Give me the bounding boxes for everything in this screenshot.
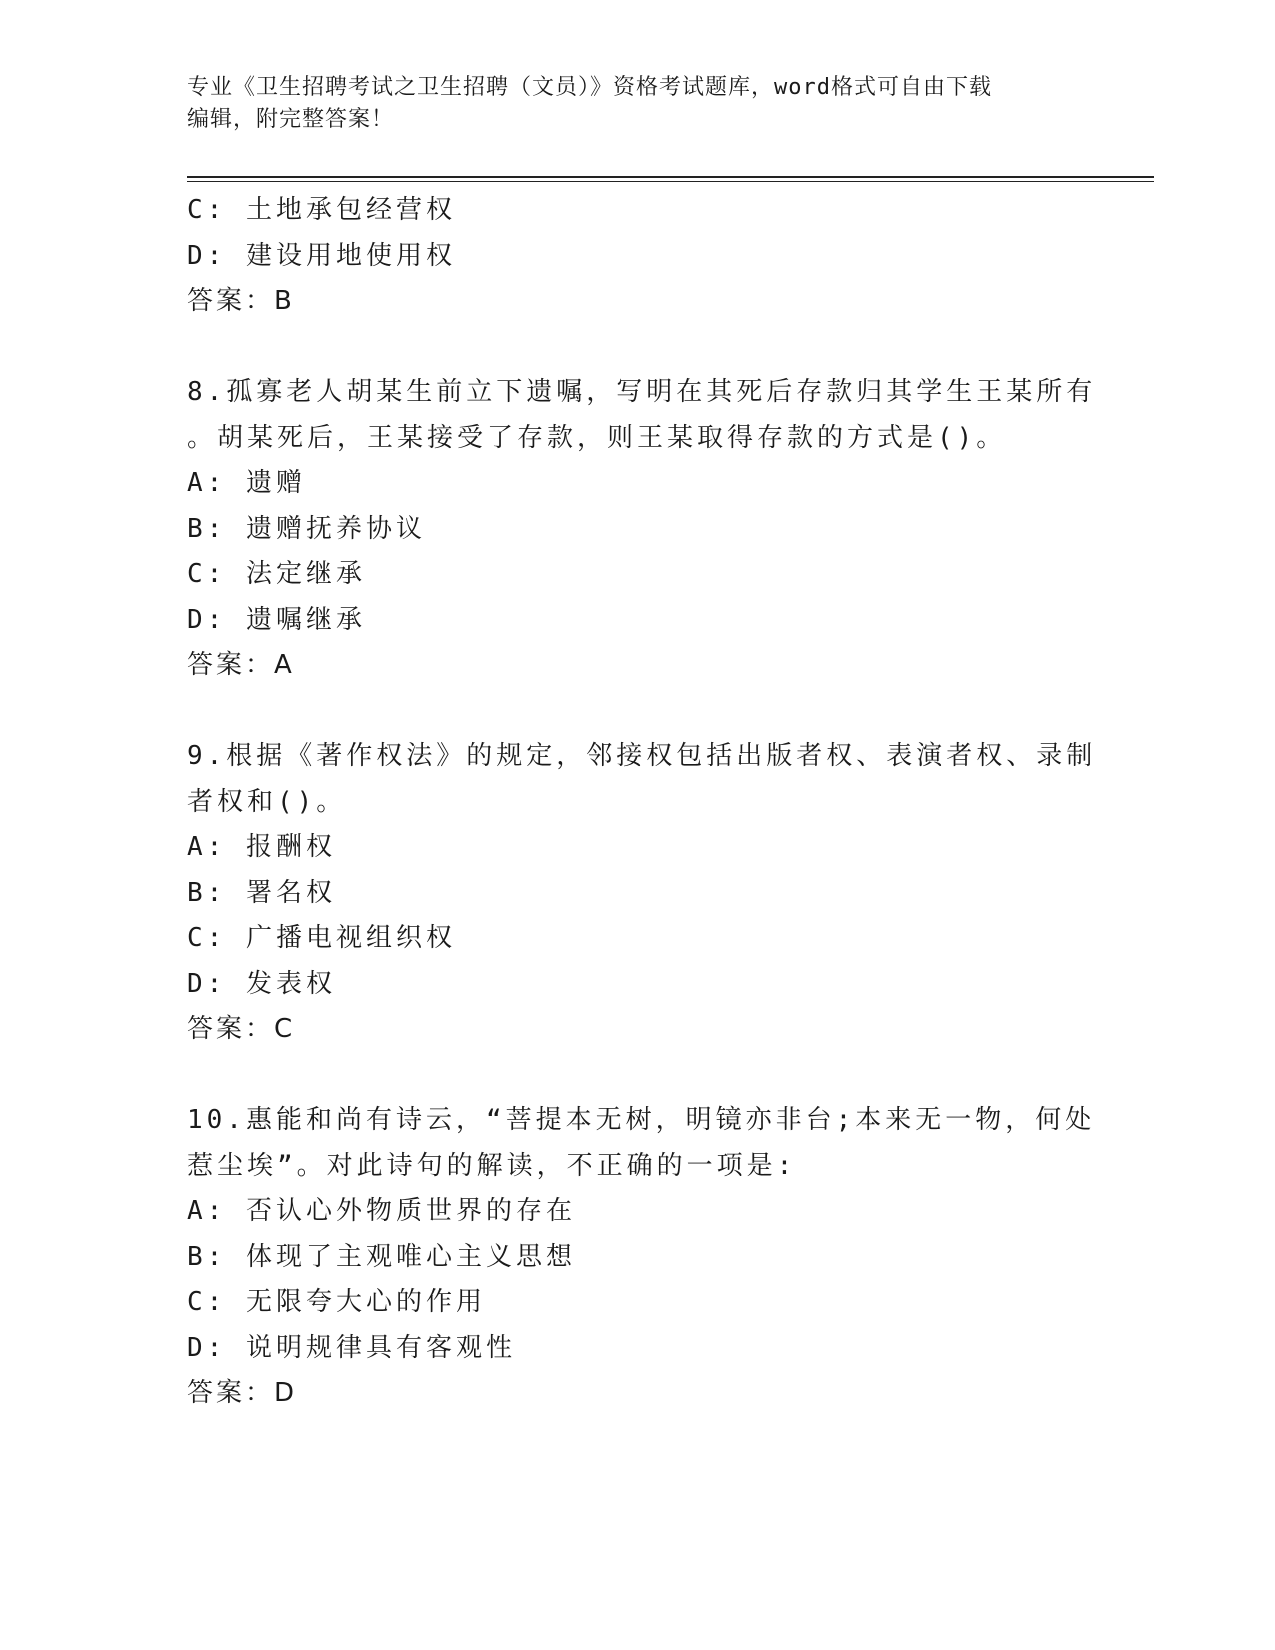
question-list [187, 188, 1097, 1417]
header-divider [187, 176, 1154, 182]
option-b: B: 署名权 [187, 877, 336, 908]
previous-question-tail [187, 188, 1087, 325]
answer-label: 答案：D [187, 1378, 298, 1408]
option-a: A: 遗赠 [187, 468, 306, 498]
option-d: D: 说明规律具有客观性 [187, 1332, 516, 1363]
option-b: B: 遗赠抚养协议 [187, 513, 426, 544]
answer-label: 答案：C [187, 1014, 296, 1044]
option-a: A: 报酬权 [187, 832, 336, 862]
option-d: D: 建设用地使用权 [187, 240, 456, 271]
question-9 [187, 734, 1097, 1053]
spacer [187, 689, 1087, 735]
question-stem-line: 惹尘埃”。对此诗句的解读，不正确的一项是: [187, 1150, 797, 1181]
spacer [187, 325, 1087, 371]
question-stem-line: 。胡某死后，王某接受了存款，则王某取得存款的方式是()。 [187, 422, 1007, 453]
spacer [187, 1053, 1087, 1099]
option-c: C: 广播电视组织权 [187, 923, 456, 953]
answer-label: 答案：B [187, 286, 295, 316]
question-stem-line: 8.孤寡老人胡某生前立下遗嘱，写明在其死后存款归其学生王某所有 [187, 377, 1097, 407]
option-c: C: 无限夸大心的作用 [187, 1287, 486, 1317]
option-b: B: 体现了主观唯心主义思想 [187, 1241, 576, 1272]
answer-label: 答案：A [187, 650, 295, 680]
document-header [187, 72, 1087, 136]
question-stem-line: 者权和()。 [187, 786, 347, 817]
option-d: D: 遗嘱继承 [187, 604, 366, 635]
question-stem-line: 9.根据《著作权法》的规定，邻接权包括出版者权、表演者权、录制 [187, 741, 1097, 771]
question-8 [187, 370, 1097, 689]
option-d: D: 发表权 [187, 968, 336, 999]
option-c: C: 法定继承 [187, 559, 366, 589]
question-stem-line: 10.惠能和尚有诗云，“菩提本无树，明镜亦非台;本来无一物，何处 [187, 1105, 1096, 1135]
header-line-2: 编辑，附完整答案！ [187, 107, 395, 132]
question-10 [187, 1098, 1096, 1417]
option-a: A: 否认心外物质世界的存在 [187, 1196, 576, 1226]
option-c: C: 土地承包经营权 [187, 195, 456, 225]
header-line-1: 专业《卫生招聘考试之卫生招聘（文员）》资格考试题库，word格式可自由下载 [187, 75, 992, 100]
